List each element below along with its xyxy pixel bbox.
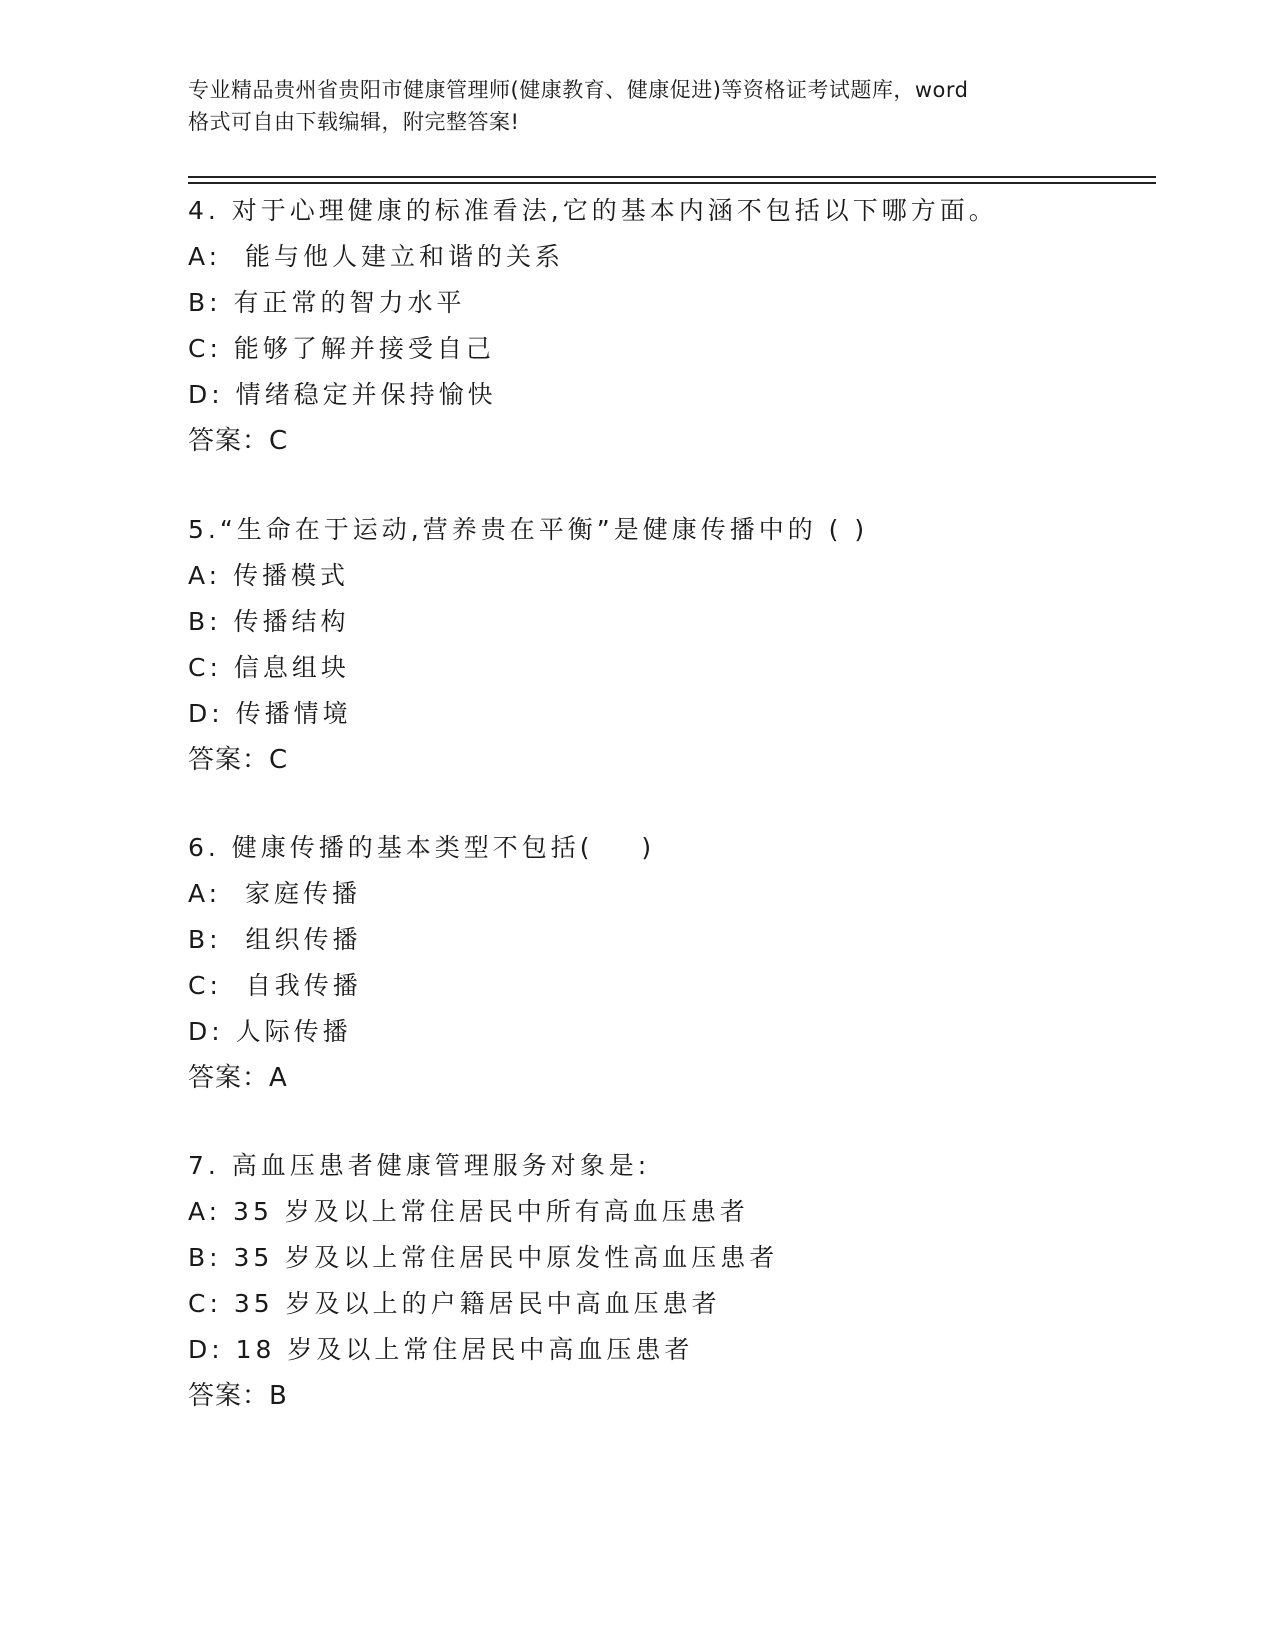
header-line-2: 格式可自由下载编辑，附完整答案! bbox=[188, 110, 520, 134]
header-divider-top bbox=[188, 176, 1156, 178]
option-b: B: 传播结构 bbox=[188, 607, 350, 636]
option-d: D: 传播情境 bbox=[188, 699, 352, 728]
answer-line: 答案：C bbox=[188, 426, 289, 456]
answer-line: 答案：B bbox=[188, 1381, 288, 1411]
question-stem: 7. 高血压患者健康管理服务对象是: bbox=[188, 1151, 651, 1180]
question-stem: 4. 对于心理健康的标准看法,它的基本内涵不包括以下哪方面。 bbox=[188, 196, 998, 225]
header-divider-bottom bbox=[188, 182, 1156, 184]
question-stem: 6. 健康传播的基本类型不包括( ) bbox=[188, 833, 656, 862]
option-b: B: 有正常的智力水平 bbox=[188, 288, 466, 317]
option-d: D: 18 岁及以上常住居民中高血压患者 bbox=[188, 1335, 694, 1364]
option-a: A: 35 岁及以上常住居民中所有高血压患者 bbox=[188, 1197, 749, 1226]
answer-line: 答案：A bbox=[188, 1063, 288, 1093]
option-b: B: 组织传播 bbox=[188, 925, 362, 954]
option-c: C: 35 岁及以上的户籍居民中高血压患者 bbox=[188, 1289, 721, 1318]
question-stem: 5.“生命在于运动,营养贵在平衡”是健康传播中的 ( ) bbox=[188, 515, 869, 544]
document-header bbox=[188, 74, 1108, 138]
option-c: C: 自我传播 bbox=[188, 971, 362, 1000]
option-a: A: 能与他人建立和谐的关系 bbox=[188, 242, 564, 271]
question-7 bbox=[188, 1143, 1148, 1419]
option-d: D: 人际传播 bbox=[188, 1017, 352, 1046]
option-b: B: 35 岁及以上常住居民中原发性高血压患者 bbox=[188, 1243, 779, 1272]
option-c: C: 能够了解并接受自己 bbox=[188, 334, 495, 363]
answer-line: 答案：C bbox=[188, 745, 289, 775]
option-c: C: 信息组块 bbox=[188, 653, 350, 682]
header-line-1: 专业精品贵州省贵阳市健康管理师(健康教育、健康促进)等资格证考试题库，word bbox=[188, 78, 969, 102]
option-a: A: 传播模式 bbox=[188, 561, 350, 590]
question-6 bbox=[188, 825, 1148, 1101]
option-d: D: 情绪稳定并保持愉快 bbox=[188, 380, 497, 409]
question-4 bbox=[188, 188, 1148, 464]
option-a: A: 家庭传播 bbox=[188, 879, 361, 908]
question-5 bbox=[188, 507, 1148, 783]
